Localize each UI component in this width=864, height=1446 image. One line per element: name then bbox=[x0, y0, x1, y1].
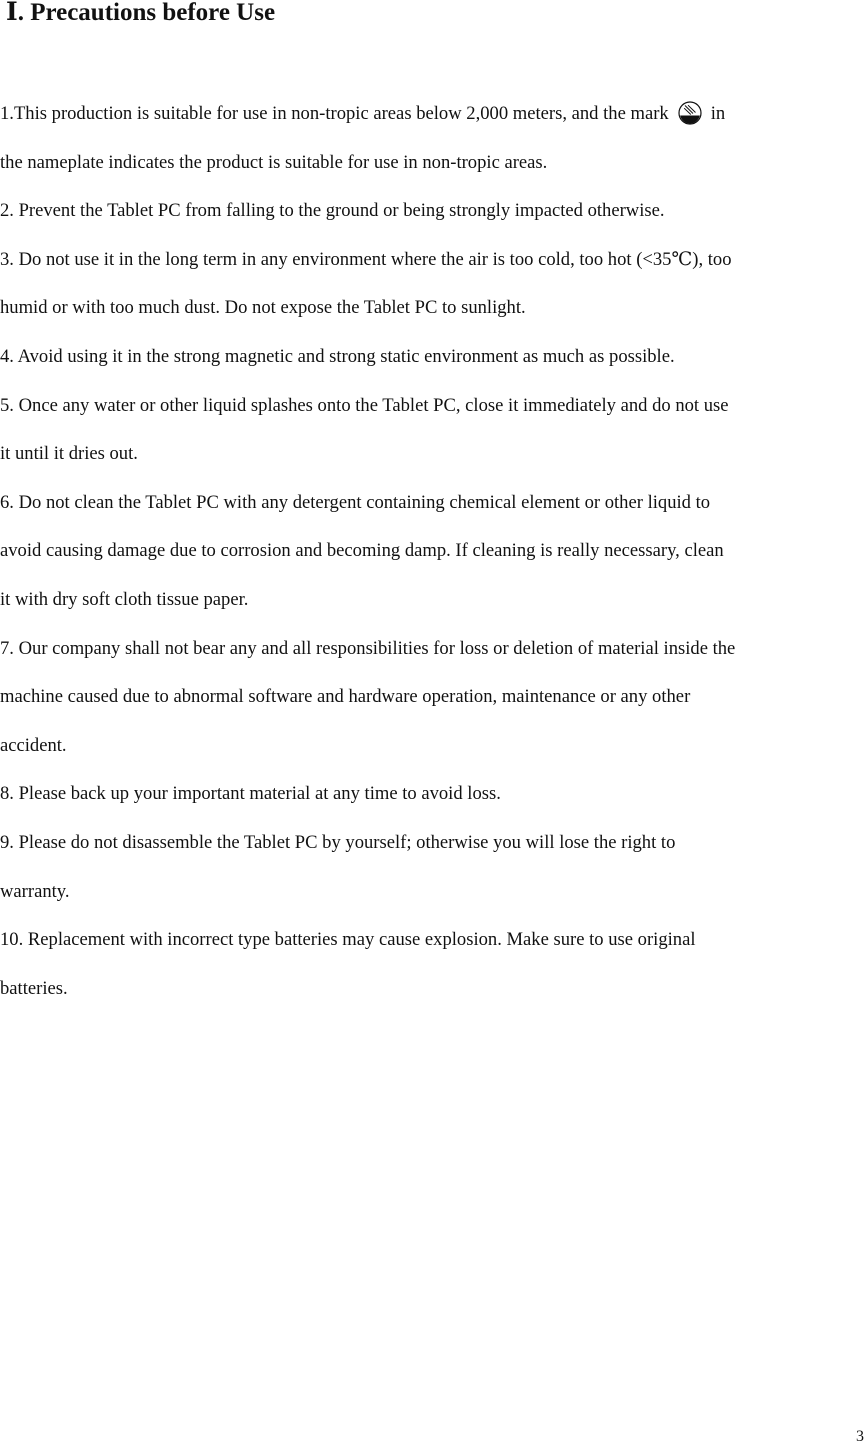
precaution-item-4 bbox=[0, 333, 864, 382]
item-1-line-1-tail: in bbox=[710, 103, 726, 124]
item-3-line-2: humid or with too much dust. Do not expose the Tablet PC to sunlight. bbox=[0, 297, 526, 319]
precaution-item-3 bbox=[0, 236, 864, 333]
item-4-line-1: 4. Avoid using it in the strong magnetic and strong static environment as much as possible. bbox=[0, 345, 675, 367]
item-9-line-2: warranty. bbox=[0, 880, 70, 902]
precaution-item-10 bbox=[0, 916, 864, 1013]
precaution-item-1 bbox=[0, 90, 864, 187]
non-tropic-mark-icon bbox=[678, 101, 702, 125]
page-number: 3 bbox=[856, 1428, 864, 1445]
precaution-item-8 bbox=[0, 770, 864, 819]
precautions-list bbox=[0, 90, 864, 1013]
item-1-line-2: the nameplate indicates the product is suitable for use in non-tropic areas. bbox=[0, 151, 548, 173]
section-title: Ⅰ. Precautions before Use bbox=[6, 0, 276, 26]
item-8-line-1: 8. Please back up your important material at any time to avoid loss. bbox=[0, 783, 501, 805]
precaution-item-9 bbox=[0, 819, 864, 916]
item-5-line-2: it until it dries out. bbox=[0, 443, 138, 465]
item-6-line-1: 6. Do not clean the Tablet PC with any detergent containing chemical element or other liquid to bbox=[0, 491, 711, 513]
item-3-line-1: 3. Do not use it in the long term in any environment where the air is too cold, too hot (<35℃), too bbox=[0, 248, 732, 270]
precaution-item-6 bbox=[0, 479, 864, 625]
item-6-line-2: avoid causing damage due to corrosion and becoming damp. If cleaning is really necessary, clean bbox=[0, 540, 724, 562]
item-9-line-1: 9. Please do not disassemble the Tablet PC by yourself; otherwise you will lose the right to bbox=[0, 831, 676, 853]
precaution-item-5 bbox=[0, 382, 864, 479]
item-7-line-1: 7. Our company shall not bear any and all responsibilities for loss or deletion of material inside the bbox=[0, 637, 736, 659]
item-10-line-1: 10. Replacement with incorrect type batteries may cause explosion. Make sure to use original bbox=[0, 929, 696, 951]
precaution-item-7 bbox=[0, 625, 864, 771]
item-2-line-1: 2. Prevent the Tablet PC from falling to the ground or being strongly impacted otherwise. bbox=[0, 200, 665, 222]
item-7-line-2: machine caused due to abnormal software and hardware operation, maintenance or any other bbox=[0, 686, 691, 708]
item-5-line-1: 5. Once any water or other liquid splashes onto the Tablet PC, close it immediately and do not use bbox=[0, 394, 729, 416]
item-7-line-3: accident. bbox=[0, 734, 67, 756]
item-10-line-2: batteries. bbox=[0, 977, 68, 999]
precaution-item-2 bbox=[0, 187, 864, 236]
item-1-line-1-text: 1.This production is suitable for use in non-tropic areas below 2,000 meters, and the mark bbox=[0, 103, 669, 124]
item-6-line-3: it with dry soft cloth tissue paper. bbox=[0, 588, 249, 610]
